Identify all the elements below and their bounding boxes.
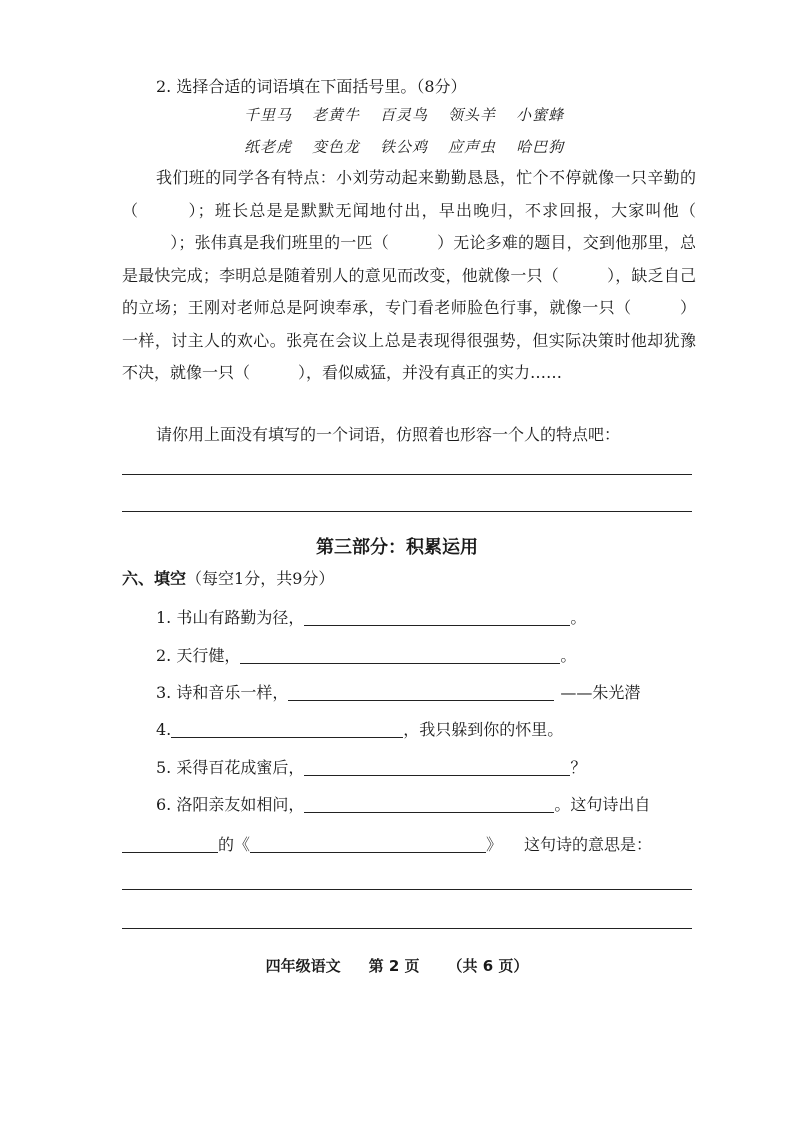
fill-item-suffix: 。这句诗出自 bbox=[554, 795, 651, 814]
fill-blank[interactable] bbox=[304, 796, 554, 813]
section-note: （每空1分，共9分） bbox=[186, 569, 335, 588]
word-bank-item: 领头羊 bbox=[448, 106, 497, 124]
answer-line[interactable] bbox=[122, 889, 692, 890]
fill-blank[interactable] bbox=[304, 759, 570, 776]
passage-text: ）；张伟真是我们班里的一匹（ bbox=[170, 233, 389, 252]
fill-item-text: 6. 洛阳亲友如相问， bbox=[156, 795, 305, 814]
fill-item-text: 1. 书山有路勤为径， bbox=[156, 608, 305, 627]
fill-item-text: 》 bbox=[486, 835, 503, 854]
word-bank-item: 老黄牛 bbox=[312, 106, 361, 124]
word-bank-item: 应声虫 bbox=[448, 138, 497, 156]
footer-total: （共 6 页） bbox=[447, 957, 529, 975]
word-bank-item: 纸老虎 bbox=[244, 138, 293, 156]
word-bank-item: 铁公鸡 bbox=[380, 138, 429, 156]
author-blank[interactable] bbox=[122, 836, 218, 853]
word-bank-row-2 bbox=[244, 136, 584, 157]
fill-item-text: 3. 诗和音乐一样， bbox=[156, 683, 289, 702]
fill-item-4 bbox=[156, 720, 563, 740]
section-6-heading bbox=[122, 569, 334, 589]
passage-text: ）；班长总是是默默无闻地付出，早出晚归，不求回报，大家叫他（ bbox=[187, 200, 696, 220]
footer-page: 第 2 页 bbox=[368, 957, 420, 975]
section-title: 六、填空 bbox=[122, 569, 187, 588]
answer-line[interactable] bbox=[122, 474, 692, 475]
fill-item-text: 这句诗的意思是： bbox=[524, 835, 653, 854]
word-bank-item: 百灵鸟 bbox=[380, 106, 429, 124]
fill-item-2 bbox=[156, 646, 576, 666]
answer-line[interactable] bbox=[122, 511, 692, 512]
poem-title-blank[interactable] bbox=[250, 836, 486, 853]
passage-text: ）无论多难的题目，交到他那里，总是最快完成；李明总是随着别人的意见而改变，他就像一只（ bbox=[122, 233, 696, 285]
fill-item-3 bbox=[156, 683, 640, 703]
fill-item-suffix: ？ bbox=[570, 758, 587, 777]
fill-item-suffix: 。 bbox=[560, 646, 577, 665]
part-3-title: 第三部分：积累运用 bbox=[316, 537, 478, 558]
fill-item-1 bbox=[156, 608, 586, 628]
word-bank-row-1 bbox=[244, 104, 584, 125]
page-footer bbox=[0, 955, 794, 976]
answer-line[interactable] bbox=[122, 928, 692, 929]
fill-item-suffix: ——朱光潜 bbox=[560, 683, 641, 702]
word-bank-item: 小蜜蜂 bbox=[516, 106, 565, 124]
passage-text: ），看似威猛，并没有真正的实力…… bbox=[298, 363, 563, 382]
passage-text: ）一样，讨主人的欢心。张亮在会议上总是表现得很强势，但实际决策时他却犹豫不决，就像一只（ bbox=[122, 298, 696, 382]
fill-item-suffix: 。 bbox=[570, 608, 587, 627]
fill-blank[interactable] bbox=[304, 609, 570, 626]
fill-item-text: 2. 天行健， bbox=[156, 646, 241, 665]
fill-item-suffix: ，我只躲到你的怀里。 bbox=[403, 720, 564, 739]
question-2-heading: 2. 选择合适的词语填在下面括号里。（8分） bbox=[156, 77, 467, 96]
question-2-prompt: 请你用上面没有填写的一个词语，仿照着也形容一个人的特点吧： bbox=[156, 425, 621, 444]
fill-blank[interactable] bbox=[240, 647, 560, 664]
fill-item-6 bbox=[156, 795, 650, 815]
word-bank-item: 变色龙 bbox=[312, 138, 361, 156]
fill-item-text: 4. bbox=[156, 720, 172, 739]
footer-subject: 四年级语文 bbox=[265, 957, 341, 975]
fill-blank[interactable] bbox=[288, 684, 554, 701]
word-bank-item: 千里马 bbox=[244, 106, 293, 124]
question-2-passage bbox=[122, 162, 696, 390]
fill-item-6-line-2 bbox=[122, 835, 652, 855]
fill-blank[interactable] bbox=[171, 721, 403, 738]
word-bank-item: 哈巴狗 bbox=[516, 138, 565, 156]
fill-item-text: 5. 采得百花成蜜后， bbox=[156, 758, 305, 777]
fill-item-5 bbox=[156, 758, 586, 778]
passage-text: ），缺乏自己的立场；王刚对老师总是阿谀奉承，专门看老师脸色行事，就像一只（ bbox=[122, 265, 696, 317]
fill-item-text: 的《 bbox=[218, 835, 251, 854]
passage-text: 我们班的同学各有特点：小刘劳动起来勤勤恳恳，忙个不停就像一只辛勤的（ bbox=[122, 168, 696, 220]
